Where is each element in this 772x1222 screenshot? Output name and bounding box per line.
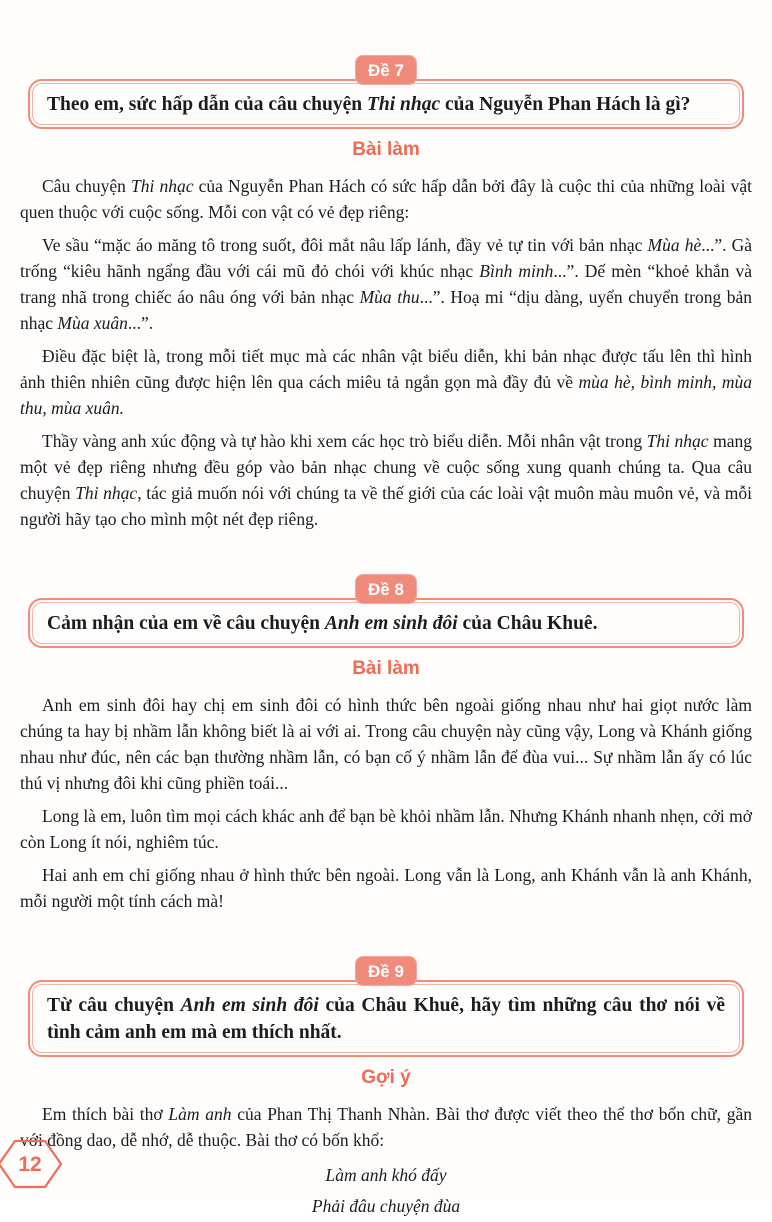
exercise-badge-de-9: Đề 9 (355, 956, 417, 986)
page-number-text: 12 (18, 1153, 42, 1176)
question-text: Cảm nhận của em về câu chuyện Anh em sinh đôi của Châu Khuê. (32, 602, 740, 644)
exercise-badge-de-7: Đề 7 (355, 55, 417, 85)
question-box-de-9 (28, 980, 744, 1057)
paragraph: Điều đặc biệt là, trong mỗi tiết mục mà các nhân vật biểu diễn, khi bản nhạc được tấu lên thì hình ảnh thiên nhiên cũng được hiện lên qua cách miêu tả ngắn gọn mà đầy đủ về mùa hè, bình minh, mùa thu, mùa xuân. (20, 346, 753, 418)
paragraph: Anh em sinh đôi hay chị em sinh đôi có hình thức bên ngoài giống nhau như hai giọt nước làm chúng ta hay bị nhầm lẫn không biết là ai với ai. Trong câu chuyện này cũng vậy, Long và Khánh giống nhau như đúc, nên các bạn thường nhầm lẫn, có bạn cố ý nhầm lẫn để đùa vui... Sự nhầm lẫn ấy có lúc thú vị nhưng đôi khi cũng phiền toái... (20, 695, 752, 793)
hint-heading: Gợi ý (361, 1067, 411, 1088)
exercise-badge-de-8: Đề 8 (355, 574, 417, 604)
question-text: Theo em, sức hấp dẫn của câu chuyện Thi nhạc của Nguyễn Phan Hách là gì? (32, 83, 740, 125)
paragraph: Thầy vàng anh xúc động và tự hào khi xem các học trò biểu diễn. Mỗi nhân vật trong Thi nhạc mang một vẻ đẹp riêng nhưng đều góp vào bản nhạc chung về cuộc sống xung quanh chúng ta. Qua câu chuyện Thi nhạc, tác giả muốn nói với chúng ta về thế giới của các loài vật muôn màu muôn vẻ, và mỗi người hãy tạo cho mình một nét đẹp riêng. (20, 431, 752, 529)
page-number-badge (0, 1138, 63, 1190)
answer-heading: Bài làm (352, 139, 420, 160)
paragraph: Hai anh em chỉ giống nhau ở hình thức bên ngoài. Long vẫn là Long, anh Khánh vẫn là anh Khánh, mỗi người một tính cách mà! (20, 865, 752, 911)
poem-line-2: Phải đâu chuyện đùa (311, 1196, 461, 1216)
badge-row (0, 956, 772, 986)
section-de-8 (0, 574, 772, 914)
badge-row (0, 574, 772, 604)
question-text: Từ câu chuyện Anh em sinh đôi của Châu Khuê, hãy tìm những câu thơ nói về tình cảm anh em mà em thích nhất. (32, 984, 740, 1053)
paragraph: Ve sầu “mặc áo măng tô trong suốt, đôi mắt nâu lấp lánh, đầy vẻ tự tin với bản nhạc Mùa hè...”. Gà trống “kiêu hãnh ngẩng đầu với cái mũ đỏ chói với khúc nhạc Bình minh...”. Dế mèn “khoẻ khắn và trang nhã trong chiếc áo nâu óng với bản nhạc Mùa thu...”. Hoạ mi “dịu dàng, uyển chuyển trong bản nhạc Mùa xuân...”. (20, 235, 753, 333)
poem (0, 1160, 772, 1222)
question-box-de-8 (28, 598, 744, 648)
poem-line-1: Làm anh khó đấy (325, 1165, 447, 1185)
hexagon-icon (0, 1138, 63, 1190)
question-box-de-7 (28, 79, 744, 129)
answer-heading: Bài làm (352, 658, 420, 679)
paragraph: Em thích bài thơ Làm anh của Phan Thị Thanh Nhàn. Bài thơ được viết theo thể thơ bốn chữ, gần với đồng dao, dễ nhớ, dễ thuộc. Bài thơ có bốn khổ: (20, 1104, 753, 1150)
badge-row (0, 55, 772, 85)
paragraph: Câu chuyện Thi nhạc của Nguyễn Phan Hách có sức hấp dẫn bởi đây là cuộc thi của những loài vật quen thuộc với cuộc sống. Mỗi con vật có vẻ đẹp riêng: (20, 176, 752, 222)
section-de-9 (0, 956, 772, 1222)
paragraph: Long là em, luôn tìm mọi cách khác anh để bạn bè khỏi nhầm lẫn. Nhưng Khánh nhanh nhẹn, cởi mở còn Long ít nói, nghiêm túc. (20, 806, 752, 852)
section-de-7 (0, 55, 772, 532)
